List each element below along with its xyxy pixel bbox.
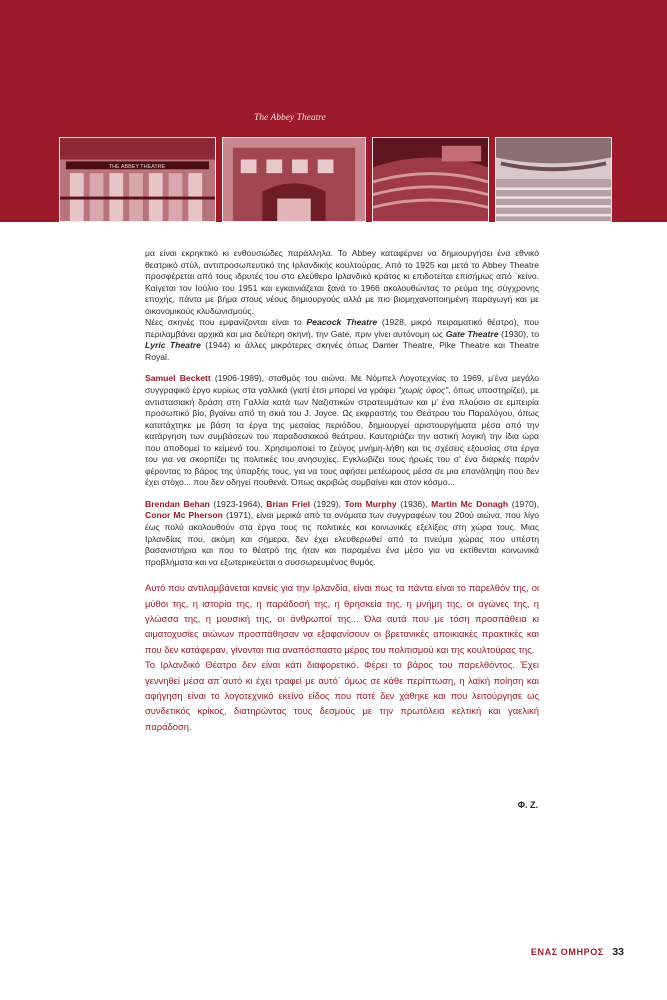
paragraph-abbey: μα είναι εκρηκτικό κι ενθουσιώδες παράλληλα. Το Abbey καταφέρνει να δημιουργήσει ένα εθνικό θεατρικό στύλ, αντιπροσωπευτικό της Ιρλανδικής κουλτούρας. Από το 1925 και μετά το Abbey Theatre προσφέρεται από τους ιδρυτές του στο ελεύθερο Ιρλανδικό κράτος κι επιδοτείται επισήμως από ΄κείνο. Καίγεται τον Ιούλιο του 1951 και εγκαινιάζεται ξανά το 1966 ακολουθώντας το ρεύμα της σύγχρονης εποχής, πάντα με βήμα στους νέους δημιουργούς αλλά με πιο βιομηχανοποιημένη παραγωγή και με οικονομικούς κλυδωνισμούς. bbox=[145, 248, 539, 316]
paragraph-playwrights bbox=[145, 499, 539, 568]
text-span: (1906-1989), σταθμός του αιώνα. Με Νόμπελ Λογοτεχνίας το 1969, μ'ένα μεγάλο συγγραφικό έργο κυρίως στα γαλλικά (γιατί έτσι μπορεί να γράφει bbox=[145, 373, 539, 396]
name-beckett: Samuel Beckett bbox=[145, 373, 211, 384]
text-span: (1971), είναι μερικά από τα ονόματα των συγγραφέων του 20ού αιώνα, που λίγο έως πολύ ακολουθούν στα έργα τους τις πολιτικές και κοινωνικές εξελίξεις στη χώρα τους. Μιας Ιρλανδίας που, ακόμη και σήμερα, δεν έχει ελευθερωθεί από το πνεύμα χώρας που υπέστη βασανιστήρια και που το θέατρό της ήταν και παραμένει ένα μέσο για να εκτίθενται κοινωνικά προβλήματα και να εξωτερικεύεται ο συσσωρευμένος θυμός. bbox=[145, 510, 539, 567]
name-murphy: Tom Murphy bbox=[344, 498, 397, 509]
name-mcpherson: Conor Mc Pherson bbox=[145, 510, 223, 521]
text-span: (1970), bbox=[508, 498, 540, 509]
article-body bbox=[145, 248, 539, 734]
gate-theatre: Gate Theatre bbox=[445, 328, 499, 339]
quote-without-style: "χωρίς ύφος" bbox=[397, 385, 449, 396]
text-span: (1944) κι άλλες μικρότερες σκηνές όπως Damer Theatre, Pike Theatre και Theatre Royal. bbox=[145, 340, 539, 362]
paragraph-irish-theatre: Το Ιρλανδικό Θέατρο δεν είναι κάτι διαφορετικό. Φέρει το βάρος του παρελθόντος. Έχει γεννηθεί μέσα απ΄αυτό κι έχει τραφεί με αυτό΄ όμως σε κάθε περίπτωση, η λαϊκή ποίηση και αφήγηση είναι το λογοτεχνικό εκείνο είδος που ποτέ δεν χάθηκε και που λειτούργησε ως συνδετικός κρίκος, διατηρώντας τους δεσμούς με την πρωτόλεια κελτική και γαελική παράδοση. bbox=[145, 659, 539, 732]
text-span: (1923-1964), bbox=[209, 498, 267, 509]
text-span: (1929), bbox=[310, 498, 345, 509]
photo-theatre-interior bbox=[495, 137, 612, 222]
page-footer bbox=[531, 946, 624, 958]
paragraph-beckett bbox=[145, 373, 539, 488]
name-friel: Brian Friel bbox=[266, 498, 310, 509]
page-number: 33 bbox=[612, 946, 624, 958]
facade-sign-text: THE ABBEY THEATRE bbox=[108, 163, 166, 170]
text-span: (1928, μικρό πειραματικό θέατρο), που περιλαμβάνει αρχικά και μια δεύτερη σκηνή, την Gate, πριν γίνει αυτόνομη ως bbox=[145, 317, 540, 339]
author-signature: Φ. Ζ. bbox=[517, 800, 538, 810]
magazine-title: ΕΝΑΣ ΟΜΗΡΟΣ bbox=[530, 947, 604, 957]
peacock-theatre: Peacock Theatre bbox=[306, 317, 378, 328]
paragraph-ireland-past: Αυτό που αντιλαμβάνεται κανείς για την Ιρλανδία, είναι πως τα πάντα είναι το παρελθόν της, οι μύθοι της, η ιστορία της, η παράδοσή της, η θρησκεία της, η μνήμη της, οι αγώνες της, η γλώσσα της, η μουσική της, οι άνθρωποί της... Όλα αυτά που με τόση προσπάθεια κι αιματοχυσίες αιώνων προσπάθησαν να εξαφανίσουν οι βρετανικές αποικιακές πρακτικές και που δεν κατάφεραν, γίνονται πια αναπόσπαστο μέρος του πολιτισμού και της κουλτούρας της. bbox=[145, 582, 539, 655]
lyric-theatre: Lyric Theatre bbox=[145, 340, 201, 351]
banner-caption: The Abbey Theatre bbox=[254, 113, 326, 123]
name-behan: Brendan Behan bbox=[145, 498, 210, 509]
photo-theatre-exterior bbox=[222, 137, 366, 222]
paragraph-new-stages bbox=[145, 317, 539, 363]
text-span: (1936), bbox=[396, 498, 432, 509]
text-span: Νέες σκηνές που εμφανίζονται είναι το bbox=[145, 317, 307, 328]
photo-theatre-auditorium bbox=[372, 137, 489, 222]
text-span: , όπως υποστηρίζει), με αντιστασιακή δράση στη Γαλλία κατά των Ναζιστικών στρατευμάτων και μ' ένα πλούσιο σε εμπειρία προσωπικό βίο, βγαίνει από τη σκιά του J. Joyce. Ως εκφραστής του Θεάτρου του Παραλόγου, όπως κατατάχτηκε με βάση τα έργα της μεσαίας περιόδου, δημιουργεί αριστουργήματα μέσα από την κατάργηση των συμβάσεων του παραδοσιακού θεάτρου. Καυτηριάζει την αστική λογική την ίδια ώρα που αποδομεί το κείμενό του. Χρησιμοποιεί το ζεύγος μνήμη-λήθη και τις σχέσεις εξουσίας στα έργα του για να σκορπίζει τις πολιτικές του ανησυχίες. Εγκλωβίζει τους ήρωές του σ' ένα διαρκές παρόν φέροντας το βάρος της ύπαρξής τους, για να τους αφήσει μετέωρους μέσα σε μια επανάληψη που δεν έχει στόχο... που δεν οδηγεί πουθενά. Όπως ακριβώς συμβαίνει και στον κόσμο... bbox=[145, 385, 539, 488]
text-span: (1930), το bbox=[498, 328, 540, 339]
photo-theatre-facade bbox=[59, 137, 216, 222]
name-mcdonagh: Martin Mc Donagh bbox=[431, 498, 509, 509]
